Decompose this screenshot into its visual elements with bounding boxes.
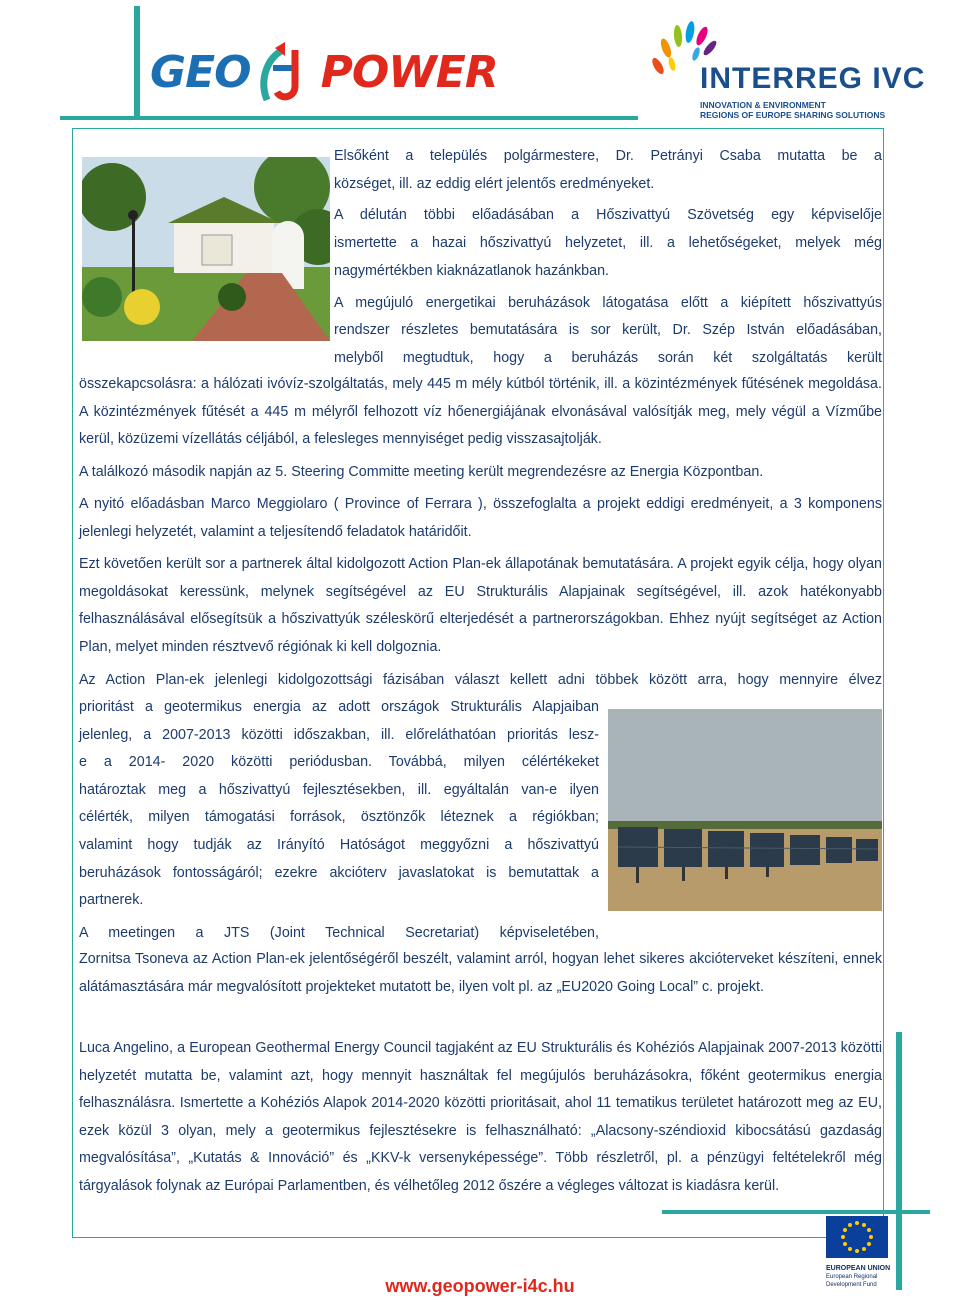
footer-url-link[interactable]: www.geopower-i4c.hu	[385, 1276, 575, 1296]
paragraph-opening: A nyitó előadásban Marco Meggiolaro ( Province of Ferrara ), összefoglalta a projekt eddigi eredményeit, a 3 komponens jelenlegi helyzetét, valamint a teljesítendő feladatok határidőit.	[79, 496, 882, 540]
decor-bar-vertical-top	[134, 6, 140, 120]
priority-line-6: valamint hogy tudják az Irányító Hatóságot meggyőzni a hőszivattyú	[79, 837, 599, 853]
solar-panels-image	[608, 709, 882, 911]
paragraph-jts: Zornitsa Tsoneva az Action Plan-ek jelentőségéről beszélt, valamint arról, hogyan lehet sikeres akcióterveket készíteni, ennek alátámasztására már megvalósított projekteket mutatott be, ilyen volt pl. az „EU2020 Going Local” c. projekt.	[79, 951, 882, 995]
text-line-2: községet, ill. az eddig elért jelentős eredményeket.	[334, 176, 655, 192]
priority-line-4: határoztak meg a hőszivattyú fejlesztésekben, ill. egyáltalán van-e ilyen	[79, 782, 599, 798]
interreg-logo	[648, 18, 928, 118]
paragraph-heating: összekapcsolásra: a hálózati ivóvíz-szolgáltatás, mely 445 m mély kútból történik, ill. a közintézmények fűtésének megoldása. A közintézmények fűtését a 445 m mélyről felhozott víz hőenergiájának elvonásával valósítják meg, mely végül a Vízműbe kerül, közüzemi vízellátás céljából, a felesleges mennyiséget pedig visszasajtolják.	[79, 376, 882, 447]
priority-line-5: célérték, milyen támogatási források, ösztönzők léteznek a régiókban;	[79, 809, 599, 825]
eu-logo	[822, 1214, 892, 1288]
photo-solar-panels	[608, 709, 882, 911]
eu-label-line3: Development Fund	[826, 1282, 877, 1288]
geo-power-logo	[150, 40, 498, 104]
village-park-image	[82, 157, 330, 341]
decor-bar-vertical-bottom	[896, 1032, 902, 1290]
text-line-1: Elsőként a település polgármestere, Dr. Petrányi Csaba mutatta be a	[334, 148, 882, 164]
interreg-title: INTERREG IVC	[700, 62, 926, 95]
interreg-sub-line1: INNOVATION & ENVIRONMENT	[700, 100, 826, 110]
text-line-8: melyből megtudtuk, hogy a beruházás során két szolgáltatás került	[334, 350, 882, 366]
priority-line-2: jelenleg, a 2007-2013 közötti időszakban, ill. előreláthatóan prioritás lesz-	[79, 727, 599, 743]
eu-label-line2: European Regional	[826, 1274, 878, 1280]
eu-flag-icon	[822, 1214, 892, 1260]
paragraph-steering: A találkozó második napján az 5. Steering Committe meeting került megrendezésre az Energia Központban.	[79, 464, 764, 480]
logo-geo-text: GEO	[150, 46, 251, 98]
text-line-6: A megújuló energetikai beruházások látogatása előtt a kiépített hőszivattyús	[334, 295, 882, 311]
decor-bar-horizontal-top	[60, 116, 638, 120]
priority-line-8: partnerek.	[79, 892, 144, 908]
interreg-sub-line2: REGIONS OF EUROPE SHARING SOLUTIONS	[700, 110, 886, 120]
priority-line-7: beruházások fontosságáról; ezekre akcióterv javaslatokat is bemutattak a	[79, 865, 599, 881]
text-line-5: nagymértékben kiaknázatlanok hazánkban.	[334, 263, 609, 279]
paragraph-action-plan: Ezt követően került sor a partnerek által kidolgozott Action Plan-ek állapotának bemutatására. A projekt egyik célja, hogy olyan megoldásokat keressünk, melynek segítségével az EU Strukturális Alapjainak segítségével, ill. azok hatékonyabb felhasználásával elősegítsük a hőszivattyúk széleskörű elterjedését a partnerországokban. Ehhez nyújt segítséget az Action Plan, melyet minden résztvevő régiónak ki kell dolgoznia.	[79, 556, 882, 655]
logo-power-text: POWER	[320, 46, 498, 98]
priority-line-3: e a 2014- 2020 közötti periódusban. Továbbá, milyen célértékeket	[79, 754, 599, 770]
paragraph-jts-first-line: A meetingen a JTS (Joint Technical Secretariat) képviseletében,	[79, 925, 599, 941]
text-line-4: ismertette a hazai hőszivattyú helyzetet, ill. a lehetőségeket, melyek még	[334, 235, 882, 251]
logo-fj-icon	[251, 40, 321, 104]
eu-label-line1: EUROPEAN UNION	[826, 1265, 891, 1272]
text-line-7: rendszer részletes bemutatására is sor került, Dr. Szép István előadásában,	[334, 322, 882, 338]
paragraph-priority-first-line: Az Action Plan-ek jelenlegi kidolgozottsági fázisában választ kellett adni többek között arra, hogy mennyire élvez	[79, 672, 882, 688]
interreg-subtitle	[700, 100, 885, 120]
text-line-3: A délután többi előadásában a Hőszivattyú Szövetség egy képviselője	[334, 207, 882, 223]
photo-village-park	[82, 157, 330, 341]
priority-line-1: prioritást a geotermikus energia az adott országok Strukturális Alapjaiban	[79, 699, 599, 715]
paragraph-egec: Luca Angelino, a European Geothermal Energy Council tagjaként az EU Strukturális és Kohéziós Alapjainak 2007-2013 közötti helyzetét mutatta be, valamint azt, hogy mennyit használtak fel megújulós beruházásokra, főként geotermikus energia felhasználásra. Ismertette a Kohéziós Alapok 2014-2020 közötti prioritásait, ahol 11 tematikus területet határozott meg az EU, ezek közül 3 olyan, mely a geotermikus fejlesztésekre is felhasználható: „Alacsony-széndioxid kibocsátású gazdaság megvalósítása”, „Kutatás & Innováció” és „KKV-k versenyképessége”. Több részletről, pl. a pénzügyi feltételekről még tárgyalások folynak az Európai Parlamentben, és vélhetőleg 2012 őszére a végleges változat is kiadásra kerül.	[79, 1040, 882, 1194]
